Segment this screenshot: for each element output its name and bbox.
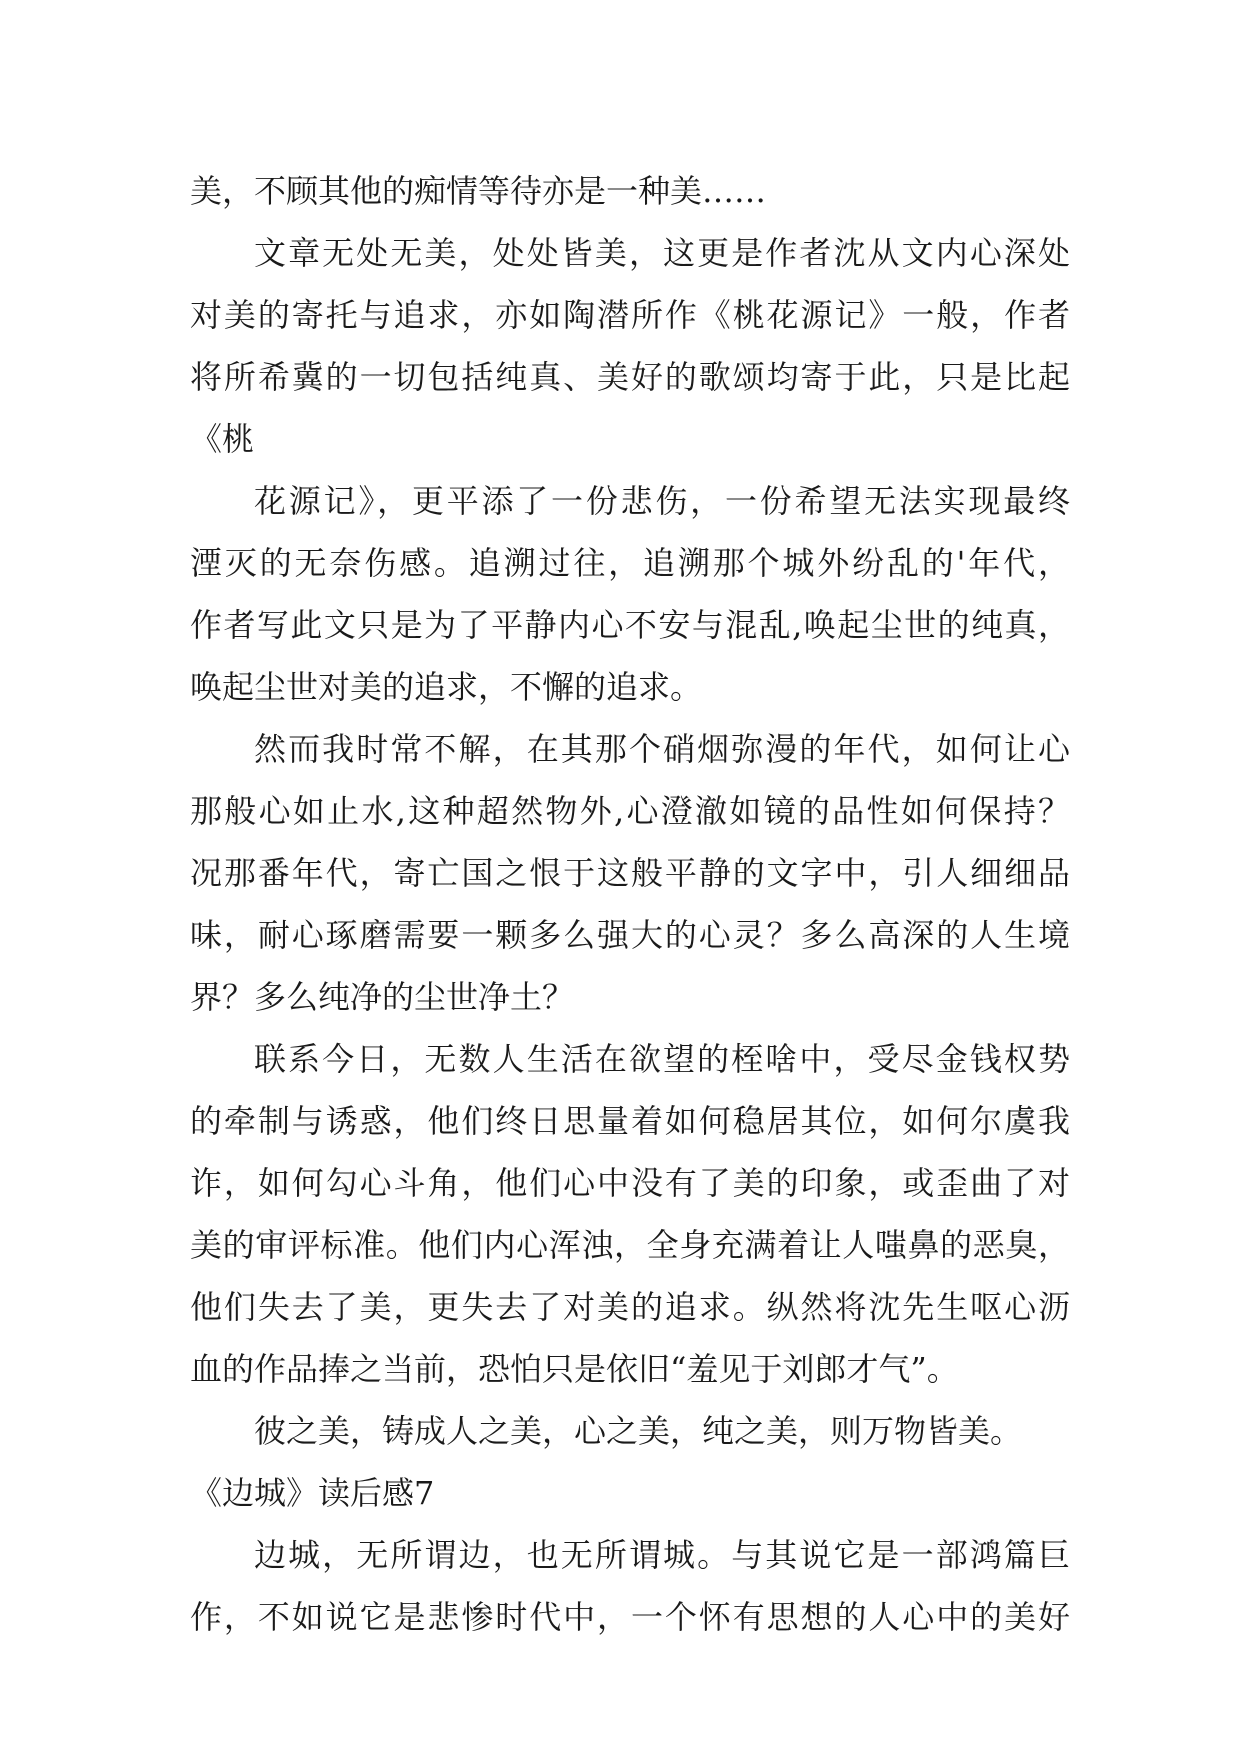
text-line: 对美的寄托与追求，亦如陶潜所作《桃花源记》一般，作者 [190,296,1070,334]
text-line: 《桃 [190,420,255,458]
text-line: 将所希冀的一切包括纯真、美好的歌颂均寄于此，只是比起 [190,358,1070,396]
text-line: 作，不如说它是悲惨时代中，一个怀有思想的人心中的美好 [190,1598,1070,1636]
document-body [190,160,1070,1648]
text-line: 美，不顾其他的痴情等待亦是一种美…… [190,172,767,210]
text-line: 诈，如何勾心斗角，他们心中没有了美的印象，或歪曲了对 [190,1164,1070,1202]
text-line: 他们失去了美，更失去了对美的追求。纵然将沈先生呕心沥 [190,1288,1070,1326]
text-line: 味，耐心琢磨需要一颗多么强大的心灵？多么高深的人生境 [190,916,1070,954]
text-line: 作者写此文只是为了平静内心不安与混乱,唤起尘世的纯真， [190,606,1070,644]
text-line: 那般心如止水,这种超然物外,心澄澈如镜的品性如何保持？ [190,792,1070,830]
text-line: 况那番年代，寄亡国之恨于这般平静的文字中，引人细细品 [190,854,1070,892]
text-line: 界？多么纯净的尘世净土？ [190,978,575,1016]
paragraph-first-line: 文章无处无美，处处皆美，这更是作者沈从文内心深处 [254,234,1070,272]
text-line: 血的作品捧之当前，恐怕只是依旧“羞见于刘郎才气”。 [190,1350,959,1388]
paragraph-first-line: 花源记》，更平添了一份悲伤，一份希望无法实现最终 [254,482,1070,520]
text-line: 唤起尘世对美的追求，不懈的追求。 [190,668,703,706]
section-heading: 《边城》读后感7 [190,1474,435,1512]
text-line: 湮灭的无奈伤感。追溯过往，追溯那个城外纷乱的'年代， [190,544,1070,582]
paragraph-first-line: 边城，无所谓边，也无所谓城。与其说它是一部鸿篇巨 [254,1536,1070,1574]
paragraph-first-line: 彼之美，铸成人之美，心之美，纯之美，则万物皆美。 [254,1412,1023,1450]
text-line: 美的审评标准。他们内心浑浊，全身充满着让人嗤鼻的恶臭， [190,1226,1070,1264]
text-line: 的牵制与诱惑，他们终日思量着如何稳居其位，如何尔虞我 [190,1102,1070,1140]
paragraph-first-line: 然而我时常不解，在其那个硝烟弥漫的年代，如何让心 [254,730,1070,768]
paragraph-first-line: 联系今日，无数人生活在欲望的桎啥中，受尽金钱权势 [254,1040,1070,1078]
